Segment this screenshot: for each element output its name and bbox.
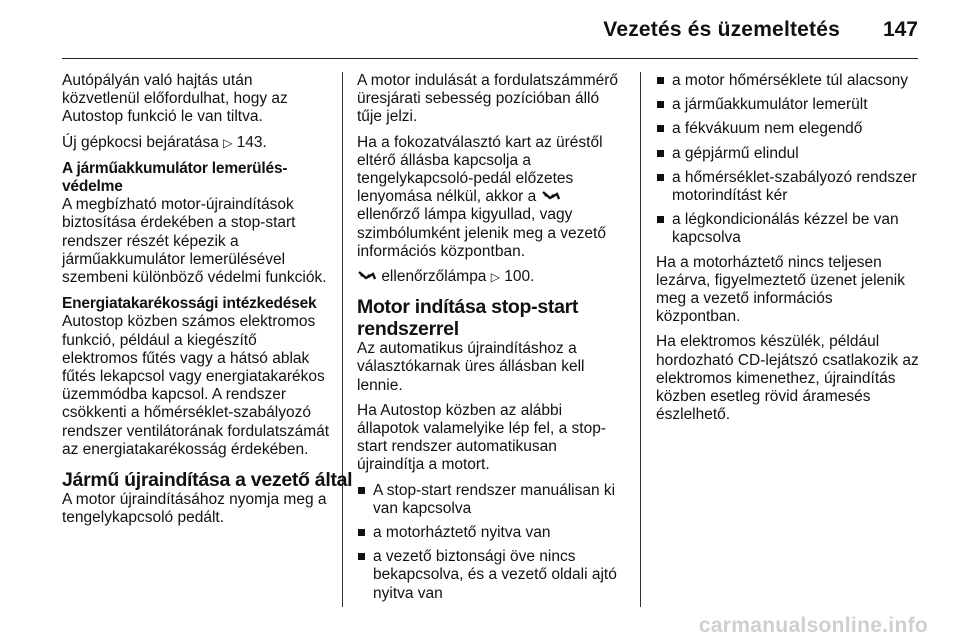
column-left	[62, 72, 353, 534]
paragraph: Ha a motorháztető nincs teljesen lezárva, figyelmeztető üzenet jelenik meg a vezető információs központban.	[656, 253, 905, 326]
paragraph: Autostop közben számos elektromos funkció, például a kiegészítő elektromos fűtés vagy a hátsó ablak fűtés lekapcsol vagy energiatakarékos üzemmódba kapcsol. A rendszer csökkenti a hőmérséklet-szabályozó rendszer ventilátorának fordulatszámát az energiatakarékosság érdekében.	[62, 313, 330, 458]
subheading: A járműakkumulátor lemerülés-védelme	[62, 159, 288, 196]
paragraph: A megbízható motor-újraindítások biztosítása érdekében a stop-start rendszer részét képezik a járműakkumulátor lemerülésével szembeni különböző védelmi funkciók.	[62, 196, 327, 287]
paragraph: Ha Autostop közben az alábbi állapotok valamelyike lép fel, a stop-start rendszer automatikusan újraindítja a motort.	[357, 401, 606, 474]
page-number: 147	[882, 18, 918, 41]
column-right	[656, 72, 921, 431]
paragraph: Az automatikus újraindításhoz a választókarnak üres állásban kell lennie.	[357, 340, 585, 394]
ref-arrow-icon: ▷	[490, 270, 500, 285]
list-item: a motorháztető nyitva van	[357, 524, 627, 542]
paragraph: Ha elektromos készülék, például hordozható CD-lejátszó csatlakozik az elektromos kimenethez, újraindítás közben esetleg rövid áramesés észlelhető.	[656, 333, 919, 424]
stopstart-lamp-icon	[357, 270, 377, 282]
paragraph	[357, 134, 627, 261]
page-header	[0, 0, 960, 60]
list-item: A stop-start rendszer manuálisan ki van kapcsolva	[357, 482, 627, 518]
stopstart-lamp-icon	[541, 190, 561, 202]
header-title: Vezetés és üzemeltetés	[603, 18, 840, 41]
paragraph-reference	[357, 268, 627, 286]
reference-text: Új gépkocsi bejáratása	[62, 133, 219, 151]
list-item: a gépjármű elindul	[656, 145, 921, 163]
column-middle	[357, 72, 627, 609]
column-divider	[640, 72, 641, 607]
list-item: a motor hőmérséklete túl alacsony	[656, 72, 921, 90]
list-item: a járműakkumulátor lemerült	[656, 96, 921, 114]
column-divider	[342, 72, 343, 607]
paragraph: Autópályán való hajtás után közvetlenül előfordulhat, hogy az Autostop funkció le van tiltva.	[62, 72, 288, 126]
paragraph: A motor újraindításához nyomja meg a tengelykapcsoló pedált.	[62, 491, 327, 527]
reference-page: 100.	[504, 268, 535, 286]
list-item: a hőmérséklet-szabályozó rendszer motorindítást kér	[656, 169, 921, 205]
paragraph-text: Ha a fokozatválasztó kart az üréstől eltérő állásba kapcsolja a tengelykapcsoló-pedál előzetes lenyomása nélkül, akkor a	[357, 133, 603, 206]
section-title: Jármű újraindítása a vezető által	[62, 469, 353, 492]
paragraph-reference	[62, 134, 332, 152]
paragraph: A motor indulását a fordulatszámmérő üresjárati sebesség pozícióban álló tűje jelzi.	[357, 72, 619, 126]
reference-page: 143.	[236, 133, 267, 151]
list-item: a vezető biztonsági öve nincs bekapcsolva, és a vezető oldali ajtó nyitva van	[357, 548, 627, 603]
list-item: a légkondicionálás kézzel be van kapcsolva	[656, 211, 921, 247]
ref-arrow-icon: ▷	[223, 135, 233, 150]
watermark: carmanualsonline.info	[698, 614, 928, 637]
list-item: a fékvákuum nem elegendő	[656, 120, 921, 138]
section-title: Motor indítása stop-start rendszerrel	[357, 296, 579, 341]
header-rule	[62, 58, 918, 59]
reference-text: ellenőrzőlámpa	[381, 268, 487, 286]
paragraph-text: ellenőrző lámpa kigyullad, vagy szimbólumként jelenik meg a vezető információs központban.	[357, 206, 606, 260]
subheading: Energiatakarékossági intézkedések	[62, 295, 317, 313]
